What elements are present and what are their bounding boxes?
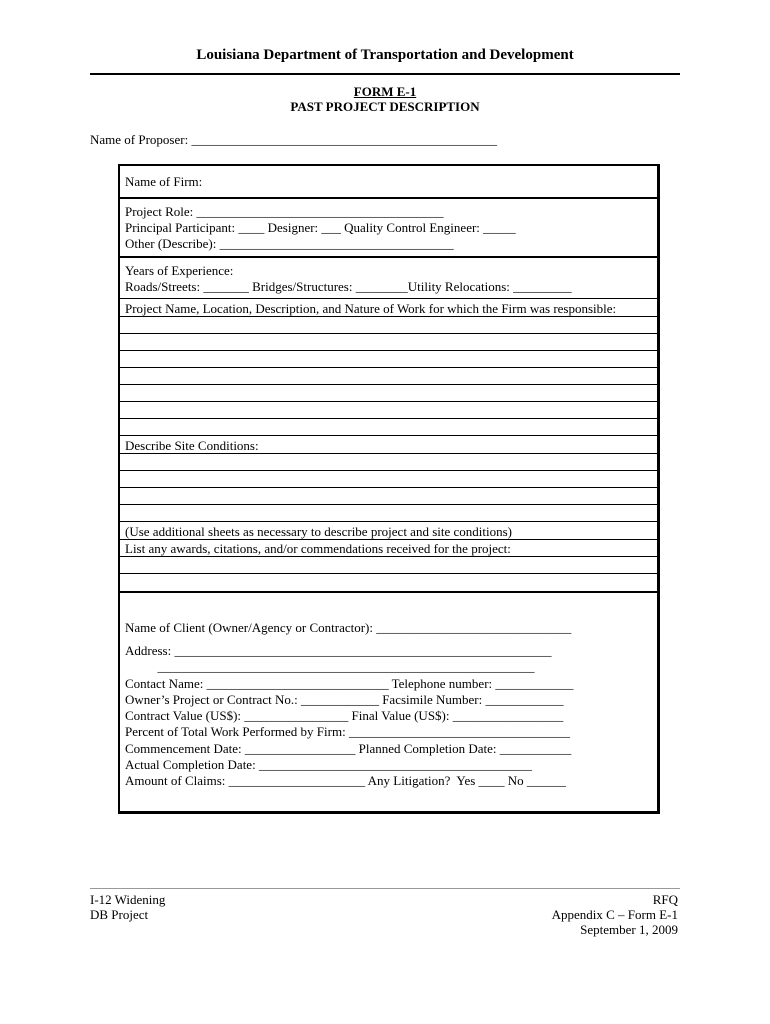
divider	[119, 384, 660, 385]
header-rule	[90, 73, 680, 75]
footer-rfq: RFQ	[652, 892, 678, 907]
name-of-proposer-field[interactable]: Name of Proposer: _______________________________________________	[90, 132, 497, 147]
years-label: Years of Experience:	[125, 263, 234, 278]
address-field-2[interactable]: __________________________________________________________	[125, 659, 535, 674]
footer-appendix: Appendix C – Form E-1	[551, 907, 678, 922]
divider	[119, 521, 660, 522]
claims-field[interactable]: Amount of Claims: _____________________ Any Litigation? Yes ____ No ______	[125, 773, 566, 788]
divider	[119, 367, 660, 368]
footer-rule	[90, 888, 680, 889]
project-description-label: Project Name, Location, Description, and Nature of Work for which the Firm was responsible:	[125, 301, 617, 316]
contract-value-field[interactable]: Contract Value (US$): ________________ Final Value (US$): _________________	[125, 708, 564, 723]
awards-label: List any awards, citations, and/or commendations received for the project:	[125, 541, 511, 556]
divider	[119, 401, 660, 402]
other-describe-field[interactable]: Other (Describe): ____________________________________	[125, 236, 454, 251]
address-field[interactable]: Address: __________________________________________________________	[125, 643, 552, 658]
form-id: FORM E-1	[353, 84, 417, 99]
project-role-field[interactable]: Project Role: ______________________________________	[125, 204, 444, 219]
roles-field[interactable]: Principal Participant: ____ Designer: ___ Quality Control Engineer: _____	[125, 220, 516, 235]
divider	[119, 573, 660, 574]
form-name: PAST PROJECT DESCRIPTION	[290, 99, 480, 114]
divider	[119, 298, 660, 299]
divider	[119, 350, 660, 351]
footer-project-name: I-12 Widening	[90, 892, 166, 907]
footer-date: September 1, 2009	[580, 922, 678, 937]
divider	[119, 333, 660, 334]
owner-contract-field[interactable]: Owner’s Project or Contract No.: ____________ Facsimile Number: ____________	[125, 692, 564, 707]
years-field[interactable]: Roads/Streets: _______ Bridges/Structures: ________Utility Relocations: _________	[125, 279, 572, 294]
percent-work-field[interactable]: Percent of Total Work Performed by Firm: __________________________________	[125, 724, 570, 739]
divider	[119, 504, 660, 505]
footer-project-type: DB Project	[90, 907, 149, 922]
divider	[119, 435, 660, 436]
divider	[119, 256, 660, 258]
client-name-field[interactable]: Name of Client (Owner/Agency or Contractor): ______________________________	[125, 620, 572, 635]
site-conditions-label: Describe Site Conditions:	[125, 438, 259, 453]
divider	[119, 487, 660, 488]
divider	[119, 591, 660, 593]
additional-sheets-note: (Use additional sheets as necessary to describe project and site conditions)	[125, 524, 512, 539]
divider	[119, 470, 660, 471]
agency-header: Louisiana Department of Transportation and Development	[196, 47, 574, 63]
divider	[119, 418, 660, 419]
contact-field[interactable]: Contact Name: ____________________________ Telephone number: ____________	[125, 676, 574, 691]
actual-completion-field[interactable]: Actual Completion Date: __________________________________________	[125, 757, 532, 772]
name-of-firm-field[interactable]: Name of Firm:	[125, 174, 203, 189]
commencement-field[interactable]: Commencement Date: _________________ Planned Completion Date: ___________	[125, 741, 572, 756]
divider	[119, 197, 660, 199]
